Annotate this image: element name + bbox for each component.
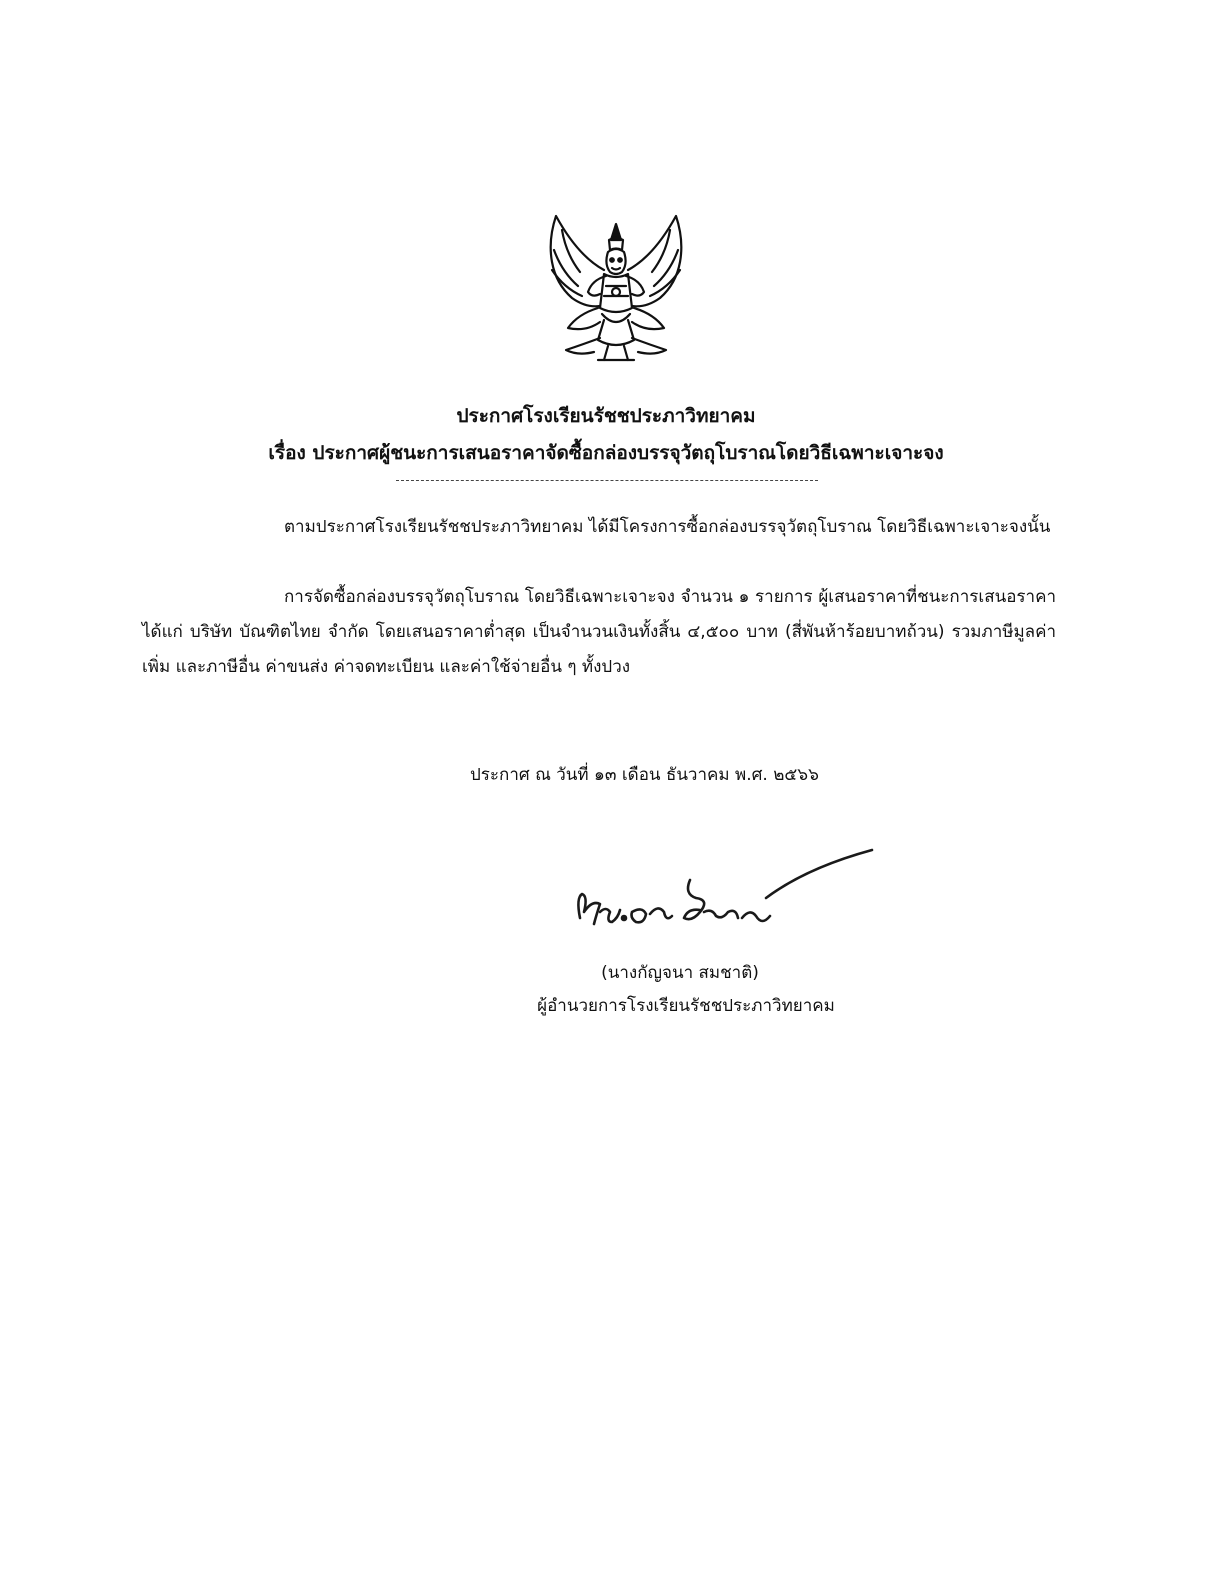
announcement-title: ประกาศโรงเรียนรัชชประภาวิทยาคม: [456, 405, 756, 427]
body-paragraph-2: การจัดซื้อกล่องบรรจุวัตถุโบราณ โดยวิธีเฉพาะเจาะจง จำนวน ๑ รายการ ผู้เสนอราคาที่ชนะการเสนอราคา ได้แก่ บริษัท บัณฑิตไทย จำกัด โดยเสนอราคาต่ำสุด เป็นจำนวนเงินทั้งสิ้น ๔,๕๐๐ บาท (สี่พันห้าร้อยบาทถ้วน) รวมภาษีมูลค่าเพิ่ม และภาษีอื่น ค่าขนส่ง ค่าจดทะเบียน และค่าใช้จ่ายอื่น ๆ ทั้งปวง: [142, 587, 1056, 677]
signer-position: ผู้อำนวยการโรงเรียนรัชชประภาวิทยาคม: [537, 996, 835, 1016]
signer-name: (นางกัญจนา สมชาติ): [601, 963, 759, 983]
handwritten-signature-icon: [566, 838, 886, 948]
garuda-emblem-icon: [538, 210, 694, 366]
announcement-date: ประกาศ ณ วันที่ ๑๓ เดือน ธันวาคม พ.ศ. ๒๕๖๖: [470, 765, 819, 785]
body-paragraph-1: ตามประกาศโรงเรียนรัชชประภาวิทยาคม ได้มีโครงการซื้อกล่องบรรจุวัตถุโบราณ โดยวิธีเฉพาะเจาะจงนั้น: [284, 517, 1051, 537]
header-divider: [396, 480, 818, 481]
announcement-subject: เรื่อง ประกาศผู้ชนะการเสนอราคาจัดซื้อกล่องบรรจุวัตถุโบราณโดยวิธีเฉพาะเจาะจง: [268, 442, 944, 464]
